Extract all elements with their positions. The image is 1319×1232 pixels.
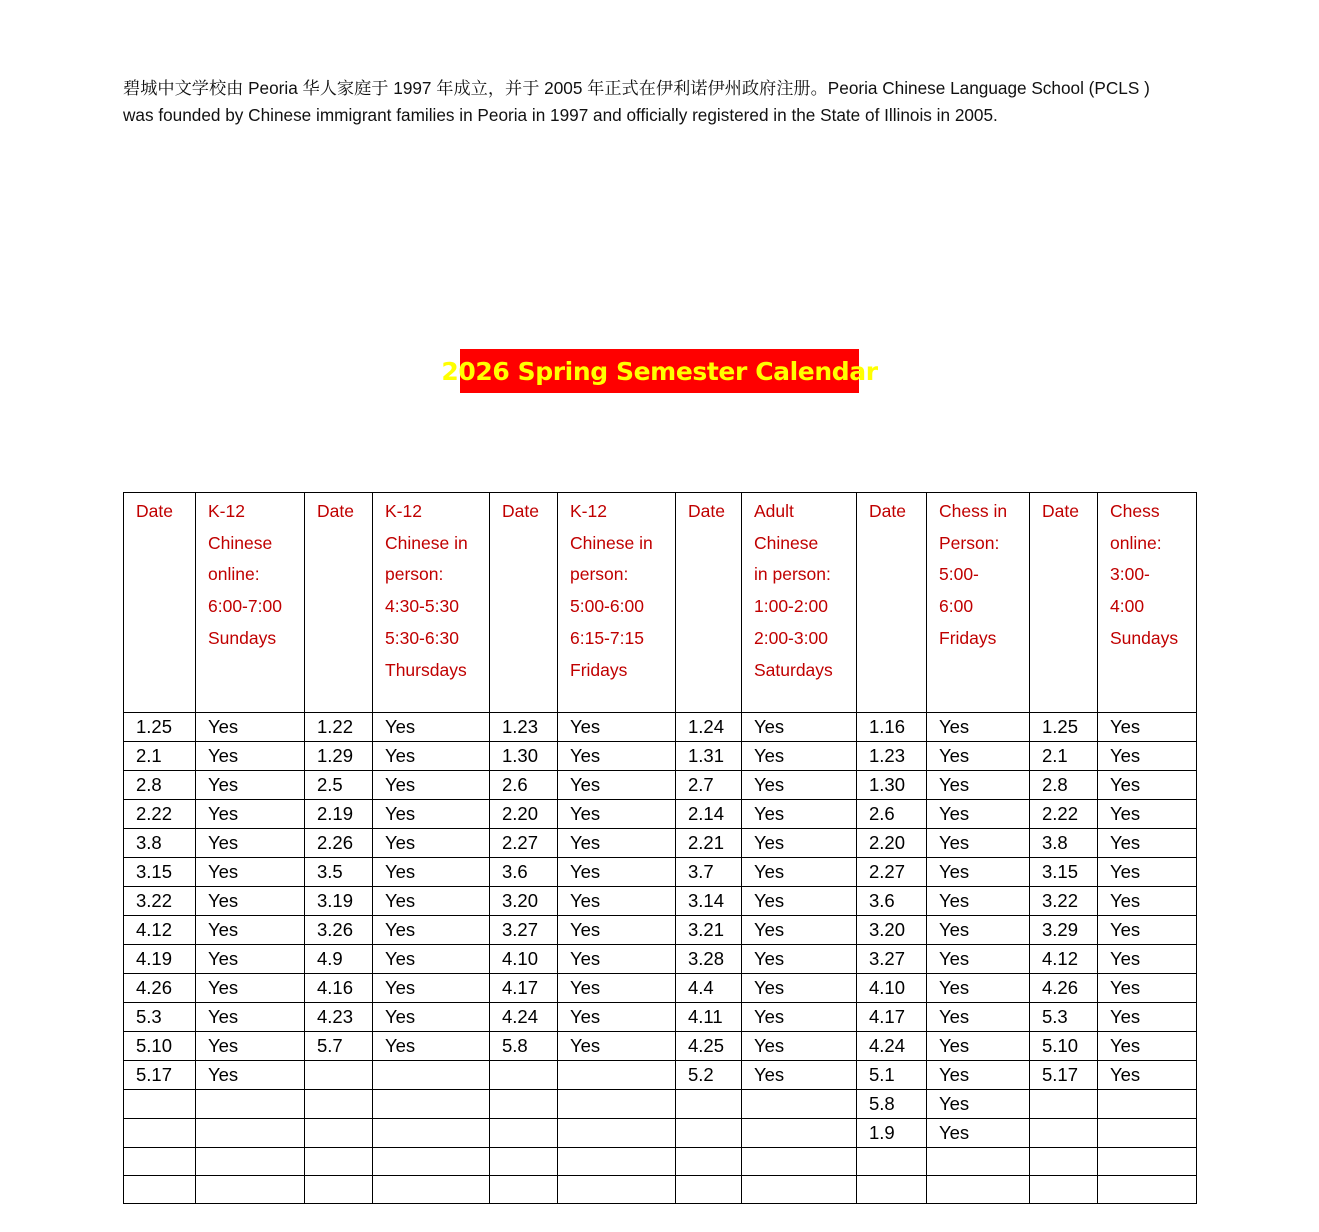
attendance-cell: Yes (558, 1032, 676, 1061)
attendance-cell (1098, 1176, 1197, 1204)
date-cell: 1.22 (305, 713, 373, 742)
attendance-cell: Yes (558, 887, 676, 916)
attendance-cell: Yes (927, 945, 1030, 974)
date-cell: 4.16 (305, 974, 373, 1003)
date-cell: 5.3 (1030, 1003, 1098, 1032)
column-header-date: Date (305, 493, 373, 713)
attendance-cell: Yes (742, 742, 857, 771)
attendance-cell: Yes (927, 800, 1030, 829)
column-header-date: Date (490, 493, 558, 713)
column-header-class: K-12 Chinese online: 6:00-7:00 Sundays (196, 493, 305, 713)
attendance-cell: Yes (927, 1090, 1030, 1119)
date-cell: 1.23 (857, 742, 927, 771)
attendance-cell: Yes (742, 916, 857, 945)
attendance-cell: Yes (1098, 771, 1197, 800)
date-cell: 3.21 (676, 916, 742, 945)
attendance-cell: Yes (1098, 829, 1197, 858)
date-cell: 3.20 (857, 916, 927, 945)
date-cell (124, 1090, 196, 1119)
calendar-title-banner (441, 349, 878, 393)
attendance-cell: Yes (1098, 713, 1197, 742)
date-cell (124, 1119, 196, 1148)
attendance-cell: Yes (1098, 1003, 1197, 1032)
column-header-class: K-12 Chinese in person: 5:00-6:00 6:15-7:15 Fridays (558, 493, 676, 713)
attendance-cell: Yes (373, 974, 490, 1003)
date-cell: 4.23 (305, 1003, 373, 1032)
attendance-cell (373, 1176, 490, 1204)
column-header-class: K-12 Chinese in person: 4:30-5:30 5:30-6:30 Thursdays (373, 493, 490, 713)
attendance-cell: Yes (742, 1003, 857, 1032)
date-cell: 2.1 (124, 742, 196, 771)
attendance-cell (742, 1176, 857, 1204)
attendance-cell: Yes (742, 945, 857, 974)
attendance-cell: Yes (196, 742, 305, 771)
date-cell: 3.29 (1030, 916, 1098, 945)
date-cell: 1.25 (1030, 713, 1098, 742)
date-cell: 3.19 (305, 887, 373, 916)
date-cell: 2.22 (1030, 800, 1098, 829)
attendance-cell: Yes (927, 974, 1030, 1003)
date-cell: 5.2 (676, 1061, 742, 1090)
calendar-title: 2026 Spring Semester Calendar (441, 356, 878, 386)
date-cell (1030, 1176, 1098, 1204)
attendance-cell: Yes (1098, 858, 1197, 887)
date-cell: 4.24 (490, 1003, 558, 1032)
attendance-cell (1098, 1090, 1197, 1119)
table-row (124, 829, 1197, 858)
date-cell: 2.1 (1030, 742, 1098, 771)
attendance-cell: Yes (1098, 887, 1197, 916)
date-cell: 4.12 (1030, 945, 1098, 974)
date-cell (490, 1061, 558, 1090)
date-cell: 2.27 (490, 829, 558, 858)
table-row (124, 1061, 1197, 1090)
attendance-cell (558, 1176, 676, 1204)
attendance-cell: Yes (373, 916, 490, 945)
date-cell: 2.26 (305, 829, 373, 858)
attendance-cell: Yes (742, 858, 857, 887)
date-cell: 5.1 (857, 1061, 927, 1090)
attendance-cell: Yes (742, 887, 857, 916)
date-cell (305, 1176, 373, 1204)
column-header-date: Date (1030, 493, 1098, 713)
attendance-cell: Yes (373, 800, 490, 829)
table-row (124, 1090, 1197, 1119)
date-cell: 1.24 (676, 713, 742, 742)
date-cell: 2.8 (1030, 771, 1098, 800)
date-cell: 2.7 (676, 771, 742, 800)
attendance-cell: Yes (196, 829, 305, 858)
date-cell: 4.10 (857, 974, 927, 1003)
attendance-cell: Yes (558, 713, 676, 742)
attendance-cell: Yes (373, 1032, 490, 1061)
date-cell: 3.15 (124, 858, 196, 887)
attendance-cell: Yes (196, 974, 305, 1003)
date-cell: 4.12 (124, 916, 196, 945)
date-cell: 5.8 (490, 1032, 558, 1061)
date-cell (305, 1119, 373, 1148)
attendance-cell (373, 1148, 490, 1176)
date-cell: 3.5 (305, 858, 373, 887)
attendance-cell: Yes (196, 1032, 305, 1061)
date-cell: 5.3 (124, 1003, 196, 1032)
date-cell (124, 1148, 196, 1176)
attendance-cell: Yes (1098, 742, 1197, 771)
date-cell (490, 1090, 558, 1119)
date-cell: 4.11 (676, 1003, 742, 1032)
attendance-cell: Yes (927, 713, 1030, 742)
date-cell (676, 1090, 742, 1119)
date-cell: 3.27 (490, 916, 558, 945)
date-cell: 5.17 (124, 1061, 196, 1090)
attendance-cell: Yes (927, 1119, 1030, 1148)
attendance-cell: Yes (196, 858, 305, 887)
attendance-cell: Yes (927, 916, 1030, 945)
attendance-cell: Yes (196, 1003, 305, 1032)
date-cell: 2.20 (857, 829, 927, 858)
attendance-cell: Yes (1098, 1032, 1197, 1061)
date-cell: 4.25 (676, 1032, 742, 1061)
attendance-cell: Yes (196, 945, 305, 974)
attendance-cell: Yes (373, 858, 490, 887)
date-cell: 1.23 (490, 713, 558, 742)
date-cell: 5.17 (1030, 1061, 1098, 1090)
attendance-cell (558, 1061, 676, 1090)
date-cell: 3.8 (1030, 829, 1098, 858)
attendance-cell: Yes (196, 771, 305, 800)
date-cell: 2.20 (490, 800, 558, 829)
attendance-cell: Yes (373, 713, 490, 742)
attendance-cell (373, 1090, 490, 1119)
attendance-cell: Yes (742, 1032, 857, 1061)
date-cell (857, 1148, 927, 1176)
date-cell: 3.26 (305, 916, 373, 945)
attendance-cell: Yes (927, 1003, 1030, 1032)
date-cell: 5.10 (1030, 1032, 1098, 1061)
date-cell (1030, 1148, 1098, 1176)
date-cell: 4.17 (857, 1003, 927, 1032)
table-row (124, 945, 1197, 974)
table-row (124, 1032, 1197, 1061)
attendance-cell (196, 1176, 305, 1204)
attendance-cell (1098, 1119, 1197, 1148)
attendance-cell (1098, 1148, 1197, 1176)
date-cell: 2.19 (305, 800, 373, 829)
attendance-cell: Yes (196, 713, 305, 742)
date-cell: 4.9 (305, 945, 373, 974)
attendance-cell: Yes (373, 1003, 490, 1032)
attendance-cell: Yes (927, 1061, 1030, 1090)
table-row (124, 1119, 1197, 1148)
attendance-cell: Yes (1098, 1061, 1197, 1090)
date-cell (490, 1148, 558, 1176)
date-cell: 2.21 (676, 829, 742, 858)
date-cell: 2.22 (124, 800, 196, 829)
attendance-cell: Yes (927, 858, 1030, 887)
attendance-cell (196, 1148, 305, 1176)
date-cell: 4.4 (676, 974, 742, 1003)
table-row (124, 1176, 1197, 1204)
attendance-cell (373, 1061, 490, 1090)
date-cell: 3.22 (124, 887, 196, 916)
attendance-cell: Yes (373, 829, 490, 858)
column-header-class: Chess in Person: 5:00- 6:00 Fridays (927, 493, 1030, 713)
attendance-cell: Yes (927, 1032, 1030, 1061)
date-cell: 3.8 (124, 829, 196, 858)
date-cell (490, 1119, 558, 1148)
attendance-cell (558, 1090, 676, 1119)
attendance-cell: Yes (927, 829, 1030, 858)
attendance-cell: Yes (742, 974, 857, 1003)
attendance-cell: Yes (373, 771, 490, 800)
column-header-date: Date (857, 493, 927, 713)
attendance-cell: Yes (196, 1061, 305, 1090)
date-cell: 1.30 (490, 742, 558, 771)
date-cell: 5.10 (124, 1032, 196, 1061)
date-cell: 4.17 (490, 974, 558, 1003)
date-cell: 2.6 (490, 771, 558, 800)
date-cell (857, 1176, 927, 1204)
date-cell: 1.9 (857, 1119, 927, 1148)
table-row (124, 713, 1197, 742)
attendance-cell: Yes (196, 800, 305, 829)
date-cell (305, 1148, 373, 1176)
attendance-cell: Yes (558, 974, 676, 1003)
date-cell (305, 1090, 373, 1119)
column-header-class: Chess online: 3:00- 4:00 Sundays (1098, 493, 1197, 713)
date-cell: 3.6 (490, 858, 558, 887)
attendance-cell: Yes (558, 945, 676, 974)
column-header-date: Date (124, 493, 196, 713)
date-cell: 4.19 (124, 945, 196, 974)
semester-calendar-table (123, 492, 1197, 1204)
date-cell: 2.8 (124, 771, 196, 800)
attendance-cell (742, 1090, 857, 1119)
table-row (124, 1003, 1197, 1032)
attendance-cell: Yes (558, 742, 676, 771)
table-header-row (124, 493, 1197, 713)
attendance-cell (196, 1090, 305, 1119)
table-row (124, 974, 1197, 1003)
attendance-cell: Yes (927, 742, 1030, 771)
date-cell: 5.8 (857, 1090, 927, 1119)
date-cell: 4.26 (124, 974, 196, 1003)
attendance-cell: Yes (373, 945, 490, 974)
date-cell: 3.7 (676, 858, 742, 887)
attendance-cell: Yes (1098, 974, 1197, 1003)
attendance-cell: Yes (196, 916, 305, 945)
date-cell (1030, 1090, 1098, 1119)
attendance-cell: Yes (742, 1061, 857, 1090)
date-cell (305, 1061, 373, 1090)
table-body (124, 713, 1197, 1204)
attendance-cell (927, 1176, 1030, 1204)
date-cell: 2.6 (857, 800, 927, 829)
attendance-cell (558, 1148, 676, 1176)
date-cell: 1.29 (305, 742, 373, 771)
date-cell: 1.31 (676, 742, 742, 771)
date-cell: 4.10 (490, 945, 558, 974)
table-row (124, 916, 1197, 945)
table-row (124, 800, 1197, 829)
attendance-cell: Yes (1098, 800, 1197, 829)
table-row (124, 1148, 1197, 1176)
date-cell (1030, 1119, 1098, 1148)
attendance-cell (373, 1119, 490, 1148)
attendance-cell: Yes (742, 800, 857, 829)
date-cell (124, 1176, 196, 1204)
date-cell: 4.26 (1030, 974, 1098, 1003)
table-row (124, 771, 1197, 800)
attendance-cell: Yes (742, 771, 857, 800)
attendance-cell (558, 1119, 676, 1148)
date-cell: 3.14 (676, 887, 742, 916)
date-cell: 3.15 (1030, 858, 1098, 887)
column-header-date: Date (676, 493, 742, 713)
attendance-cell: Yes (1098, 916, 1197, 945)
attendance-cell (742, 1148, 857, 1176)
attendance-cell: Yes (558, 800, 676, 829)
date-cell: 3.28 (676, 945, 742, 974)
attendance-cell: Yes (558, 829, 676, 858)
date-cell: 1.30 (857, 771, 927, 800)
attendance-cell: Yes (373, 742, 490, 771)
attendance-cell (742, 1119, 857, 1148)
attendance-cell: Yes (1098, 945, 1197, 974)
table-row (124, 858, 1197, 887)
attendance-cell: Yes (558, 858, 676, 887)
attendance-cell: Yes (373, 887, 490, 916)
attendance-cell: Yes (742, 829, 857, 858)
attendance-cell: Yes (742, 713, 857, 742)
date-cell (676, 1176, 742, 1204)
intro-paragraph: 碧城中文学校由 Peoria 华人家庭于 1997 年成立，并于 2005 年正式在伊利诺伊州政府注册。Peoria Chinese Language School (PCLS ) was founded by Chinese immigrant families in Peoria in 1997 and officially registered in the State of Illinois in 2005. (123, 78, 1150, 125)
date-cell: 4.24 (857, 1032, 927, 1061)
attendance-cell: Yes (558, 771, 676, 800)
date-cell: 3.22 (1030, 887, 1098, 916)
attendance-cell: Yes (927, 771, 1030, 800)
table-row (124, 742, 1197, 771)
date-cell: 2.27 (857, 858, 927, 887)
column-header-class: Adult Chinese in person: 1:00-2:00 2:00-3:00 Saturdays (742, 493, 857, 713)
attendance-cell (927, 1148, 1030, 1176)
date-cell: 3.6 (857, 887, 927, 916)
attendance-cell: Yes (558, 916, 676, 945)
date-cell: 1.25 (124, 713, 196, 742)
date-cell (490, 1176, 558, 1204)
date-cell: 2.5 (305, 771, 373, 800)
date-cell: 5.7 (305, 1032, 373, 1061)
attendance-cell (196, 1119, 305, 1148)
date-cell (676, 1119, 742, 1148)
attendance-cell: Yes (927, 887, 1030, 916)
date-cell (676, 1148, 742, 1176)
date-cell: 3.27 (857, 945, 927, 974)
date-cell: 1.16 (857, 713, 927, 742)
attendance-cell: Yes (558, 1003, 676, 1032)
table-row (124, 887, 1197, 916)
date-cell: 2.14 (676, 800, 742, 829)
date-cell: 3.20 (490, 887, 558, 916)
attendance-cell: Yes (196, 887, 305, 916)
